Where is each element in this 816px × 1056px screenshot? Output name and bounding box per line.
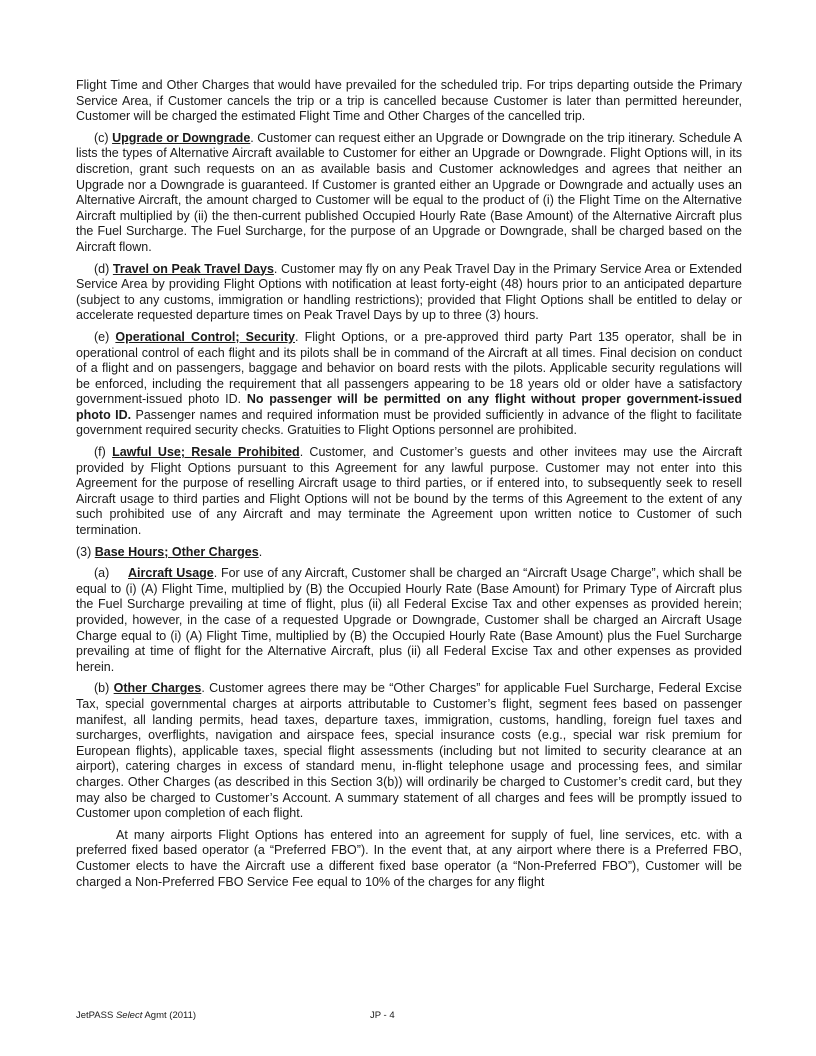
- section-3b-heading: Other Charges: [113, 681, 202, 696]
- section-f-heading: Lawful Use; Resale Prohibited: [112, 445, 300, 460]
- section-d-heading: Travel on Peak Travel Days: [112, 261, 274, 276]
- section-e-bold-notice: No passenger will be permitted on any flight without proper government-issued photo ID.: [76, 392, 742, 422]
- section-3a-heading: Aircraft Usage: [128, 566, 214, 581]
- section-f-lawful-use: (f) Lawful Use; Resale Prohibited. Customer, and Customer’s guests and other invitees may use the Aircraft provided by Flight Options pursuant to this Agreement for any lawful purpose. Customer may not enter into this Agreement for the purpose of reselling Aircraft usage to third parties, or if entered into, to subsequently seek to resell Aircraft usage to third parties and Flight Options will not be bound by the terms of this Agreement to the extent of any such prohibited use of any Aircraft and may terminate the Agreement upon written notice to Customer of such termination.: [76, 445, 742, 538]
- footer-document-id: JetPASS Select Agmt (2011): [76, 1010, 197, 1021]
- section-3a-aircraft-usage: (a) Aircraft Usage. For use of any Aircraft, Customer shall be charged an “Aircraft Usage Charge”, which shall be equal to (i) (A) Flight Time, multiplied by (B) the Occupied Hourly Rate (Base Amount) for Primary Type of Aircraft plus the Fuel Surcharge prevailing at time of flight, plus (ii) all Federal Excise Tax and other expenses as provided herein; provided, however, in the case of a requested Upgrade or Downgrade, Customer shall be charged an Aircraft Usage Charge equal to (i) (A) Flight Time, multiplied by (B) the Occupied Hourly Rate (Base Amount) plus the Fuel Surcharge prevailing at time of flight for the Alternative Aircraft, plus (ii) all Federal Excise Tax and other expenses as provided herein.: [76, 566, 742, 674]
- document-body: [76, 78, 742, 896]
- section-3-base-hours: (3) Base Hours; Other Charges.: [76, 544, 263, 559]
- section-c-heading: Upgrade or Downgrade: [112, 130, 251, 145]
- section-e-heading: Operational Control; Security: [115, 329, 295, 344]
- section-d-peak-travel-days: (d) Travel on Peak Travel Days. Customer may fly on any Peak Travel Day in the Primary Service Area or Extended Service Area by providing Flight Options with notification at least forty-eight (48) hours prior to an anticipated departure (subject to any customs, immigration or handling restrictions); provided that Flight Options shall be entitled to delay or accelerate requested departure times on Peak Travel Days by up to three (3) hours.: [76, 261, 743, 323]
- section-3-heading: Base Hours; Other Charges: [94, 544, 259, 559]
- section-c-upgrade-downgrade: (c) Upgrade or Downgrade. Customer can request either an Upgrade or Downgrade on the trip itinerary. Schedule A lists the types of Alternative Aircraft available to Customer for either an Upgrade or Downgrade. Flight Options will, in its discretion, grant such requests on an as available basis and Customer acknowledges and agrees that neither an Upgrade nor a Downgrade is guaranteed. If Customer is granted either an Upgrade or Downgrade and actually uses an Alternative Aircraft, the amount charged to Customer will be equal to the product of (i) the Flight Time on the Alternative Aircraft multiplied by (ii) the then-current published Occupied Hourly Rate (Base Amount) of the Alternative Aircraft plus the Fuel Surcharge. The Fuel Surcharge, for the purpose of an Upgrade or Downgrade, shall be charged based on the Aircraft flown.: [76, 130, 742, 254]
- section-e-operational-control: (e) Operational Control; Security. Flight Options, or a pre-approved third party Part 135 operator, shall be in operational control of each flight and its pilots shall be in command of the Aircraft at all times. Final decision on conduct of a flight and on passengers, baggage and behavior on board rests with the pilots. Applicable security regulations will be enforced, including the requirement that all passengers appearing to be 18 years old or older have a satisfactory government-issued photo ID. No passenger will be permitted on any flight without proper government-issued photo ID. Passenger names and required information must be provided sufficiently in advance of the flight to facilitate government required security checks. Gratuities to Flight Options personnel are prohibited.: [76, 329, 742, 438]
- section-3b-other-charges: (b) Other Charges. Customer agrees there may be “Other Charges” for applicable Fuel Surcharge, Federal Excise Tax, special governmental charges at airports attributable to Customer’s flight, segment fees based on passenger manifest, all landing permits, head taxes, departure taxes, immigration, customs, handling, foreign fuel taxes and surcharges, overflights, navigation and airspace fees, special insurance costs (e.g., special war risk premium for European flights), applicable taxes, special flight assessments (including but not limited to security clearance at an airport), catering charges in excess of standard menu, in-flight telephone usage and processing fees, and similar charges. Other Charges (as described in this Section 3(b)) will ordinarily be charged to Customer’s credit card, but they may also be charged to Customer’s Account. A summary statement of all charges and fees will be promptly issued to Customer upon completion of each flight.: [76, 681, 742, 821]
- paragraph-continuation: Flight Time and Other Charges that would have prevailed for the scheduled trip. For trips departing outside the Primary Service Area, if Customer cancels the trip or a trip is cancelled because Customer is later than permitted hereunder, Customer will be charged the estimated Flight Time and Other Charges of the cancelled trip.: [76, 78, 742, 124]
- paragraph-preferred-fbo: At many airports Flight Options has entered into an agreement for supply of fuel, line services, etc. with a preferred fixed based operator (a “Preferred FBO”). In the event that, at any airport where there is a Preferred FBO, Customer elects to have the Aircraft use a different fixed base operator (a “Non-Preferred FBO”), Customer will be charged a Non-Preferred FBO Service Fee equal to 10% of the charges for any flight: [76, 827, 742, 889]
- page-footer: [76, 1010, 742, 1024]
- page-number: JP - 4: [370, 1010, 395, 1021]
